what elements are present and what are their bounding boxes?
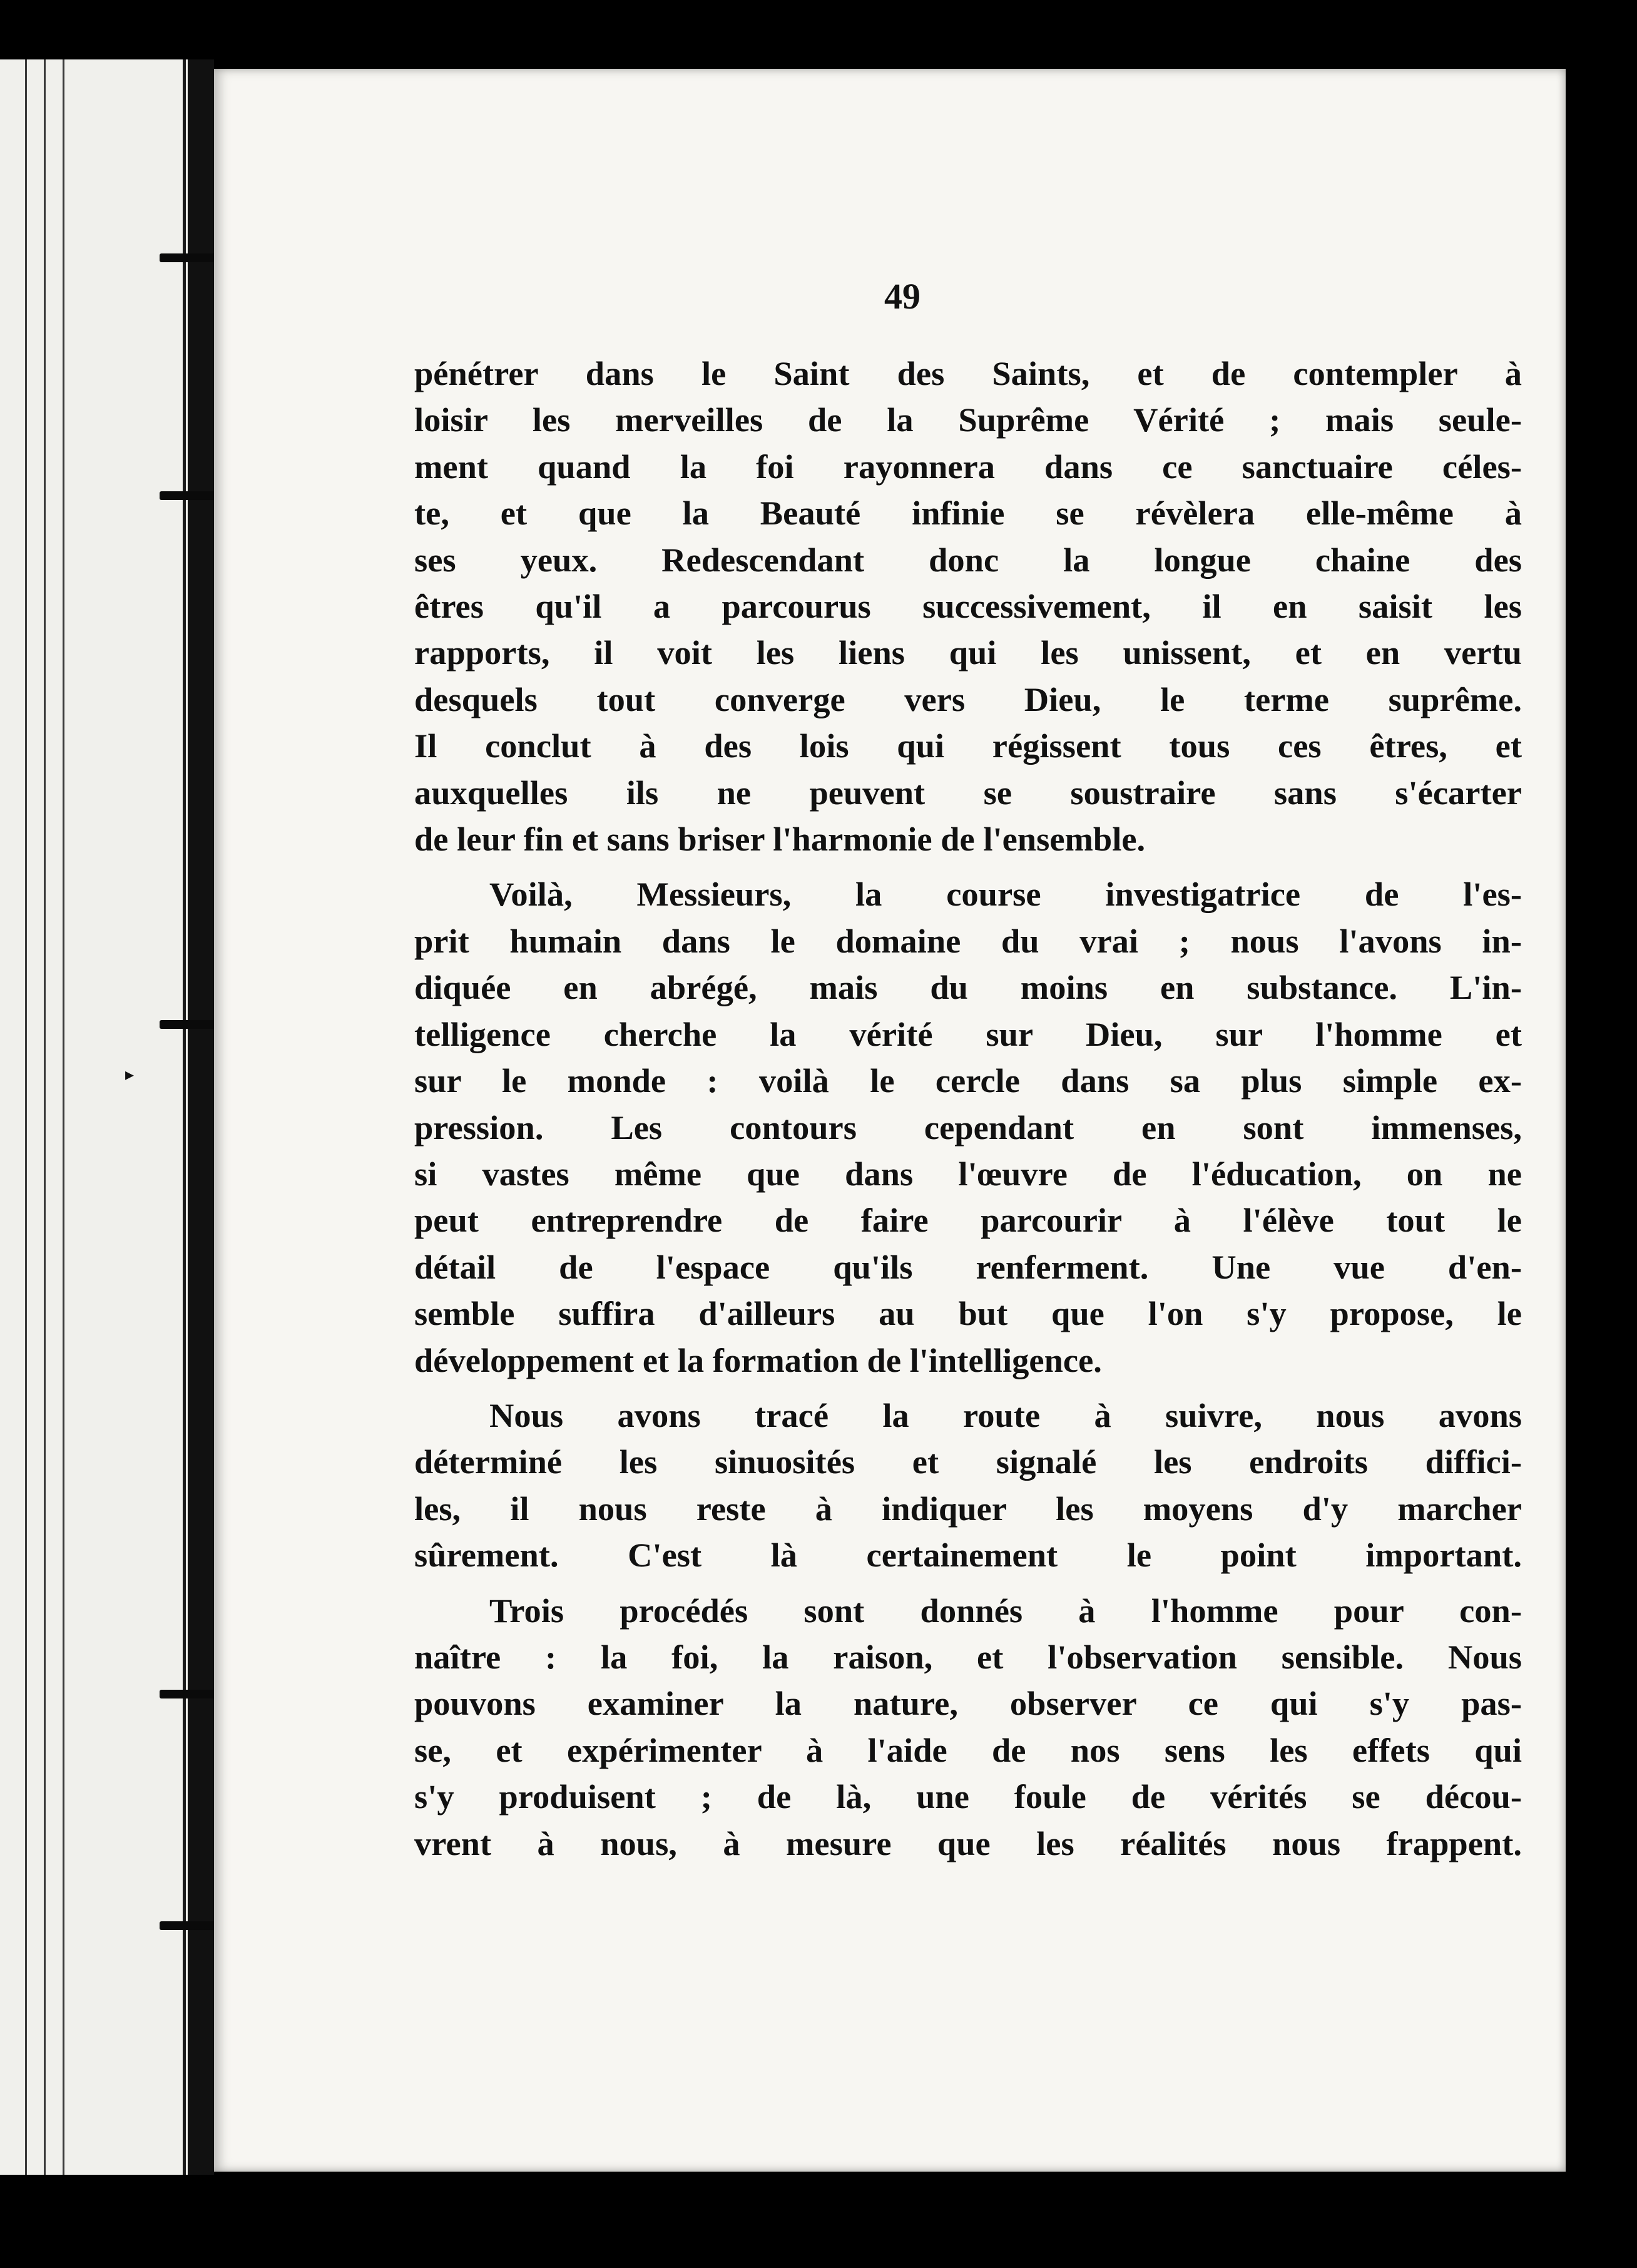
text-line: êtres qu'il a parcourus successivement, il en saisit les xyxy=(414,587,1522,626)
text-line: auxquelles ils ne peuvent se soustraire sans s'écarter xyxy=(414,773,1522,812)
text-line: peut entreprendre de faire parcourir à l'élève tout le xyxy=(414,1201,1522,1240)
text-line: diquée en abrégé, mais du moins en substance. L'in- xyxy=(414,968,1522,1007)
scan-speck: ▸ xyxy=(125,1064,135,1085)
text-line: détail de l'espace qu'ils renferment. Une vue d'en- xyxy=(414,1247,1522,1286)
book-gutter xyxy=(188,59,214,2175)
paragraph xyxy=(414,1588,1522,1867)
text-line: Voilà, Messieurs, la course investigatrice de l'es- xyxy=(489,875,1522,914)
text-line: desquels tout converge vers Dieu, le terme suprême. xyxy=(414,680,1522,718)
text-line: Trois procédés sont donnés à l'homme pour con- xyxy=(489,1591,1522,1630)
text-line: loisir les merveilles de la Suprême Vérité ; mais seule- xyxy=(414,401,1522,439)
page-number: 49 xyxy=(884,276,920,317)
body-text xyxy=(414,350,1522,1867)
text-line: déterminé les sinuosités et signalé les endroits diffici- xyxy=(414,1443,1522,1481)
text-line: naître : la foi, la raison, et l'observation sensible. Nous xyxy=(414,1637,1522,1676)
text-line: pression. Les contours cependant en sont immenses, xyxy=(414,1108,1522,1147)
text-line: semble suffira d'ailleurs au but que l'on s'y propose, le xyxy=(414,1294,1522,1333)
paragraph xyxy=(414,871,1522,1383)
paragraph xyxy=(414,1392,1522,1579)
text-line: développement et la formation de l'intelligence. xyxy=(414,1341,1102,1379)
text-line: ses yeux. Redescendant donc la longue chaine des xyxy=(414,540,1522,579)
text-line: sûrement. C'est là certainement le point important. xyxy=(414,1536,1522,1575)
page-edge-line xyxy=(44,59,46,2175)
text-line: se, et expérimenter à l'aide de nos sens les effets qui xyxy=(414,1730,1522,1769)
text-line: Nous avons tracé la route à suivre, nous avons xyxy=(489,1396,1522,1434)
text-line: si vastes même que dans l'œuvre de l'éducation, on ne xyxy=(414,1154,1522,1193)
previous-page-edge xyxy=(0,59,190,2175)
paragraph xyxy=(414,350,1522,862)
page-edge-line xyxy=(63,59,64,2175)
text-line: sur le monde : voilà le cercle dans sa plus simple ex- xyxy=(414,1061,1522,1100)
text-line: vrent à nous, à mesure que les réalités nous frappent. xyxy=(414,1824,1522,1862)
text-line: pénétrer dans le Saint des Saints, et de contempler à xyxy=(414,354,1522,392)
page-edge-line xyxy=(183,59,186,2175)
text-line: Il conclut à des lois qui régissent tous ces êtres, et xyxy=(414,727,1522,765)
text-line: telligence cherche la vérité sur Dieu, sur l'homme et xyxy=(414,1014,1522,1053)
text-line: ment quand la foi rayonnera dans ce sanctuaire céles- xyxy=(414,447,1522,486)
text-line: de leur fin et sans briser l'harmonie de l'ensemble. xyxy=(414,820,1146,859)
text-line: rapports, il voit les liens qui les unissent, et en vertu xyxy=(414,633,1522,672)
text-line: pouvons examiner la nature, observer ce qui s'y pas- xyxy=(414,1684,1522,1723)
text-line: les, il nous reste à indiquer les moyens d'y marcher xyxy=(414,1489,1522,1528)
text-line: prit humain dans le domaine du vrai ; nous l'avons in- xyxy=(414,921,1522,960)
text-line: te, et que la Beauté infinie se révèlera elle-même à xyxy=(414,494,1522,533)
page-edge-line xyxy=(25,59,27,2175)
text-line: s'y produisent ; de là, une foule de vérités se décou- xyxy=(414,1777,1522,1816)
book-page xyxy=(214,69,1566,2172)
